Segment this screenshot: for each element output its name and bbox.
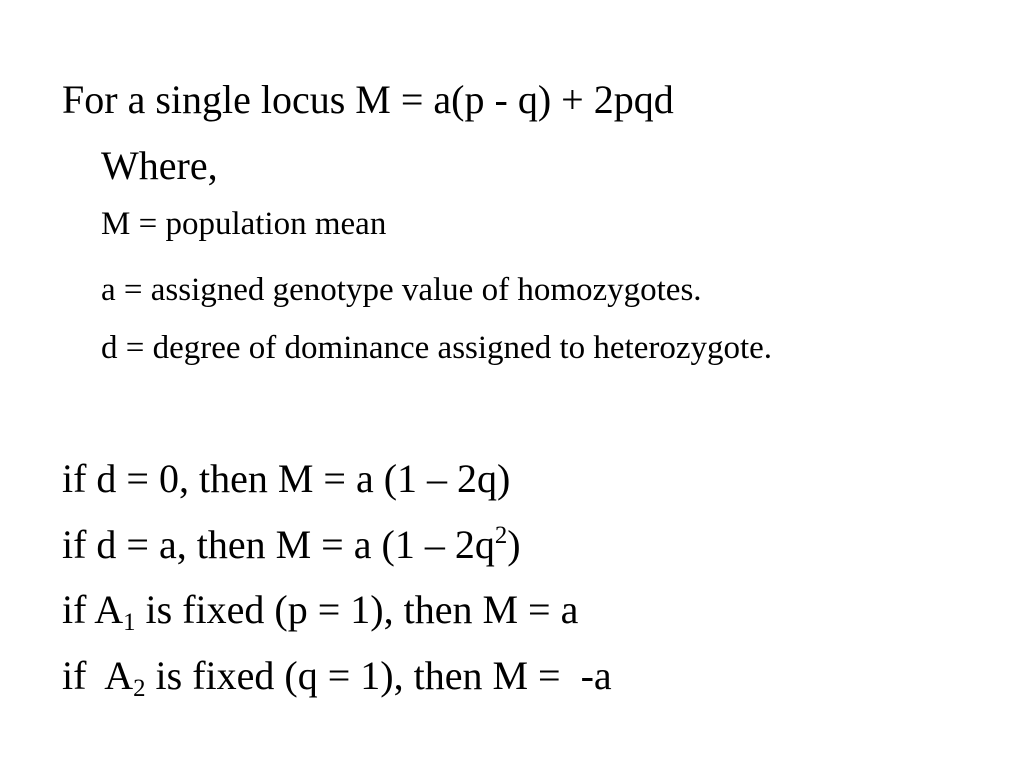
case-d-zero: if d = 0, then M = a (1 – 2q) xyxy=(62,456,511,501)
subscript-2: 2 xyxy=(133,674,146,702)
case-d-equals-a xyxy=(62,522,521,567)
case-a1-prefix: if A xyxy=(62,587,124,632)
case-a1-fixed xyxy=(62,587,579,636)
case-a2-prefix: if A xyxy=(62,653,134,698)
definition-d: d = degree of dominance assigned to heterozygote. xyxy=(101,330,773,366)
definition-m: M = population mean xyxy=(101,206,387,242)
formula-line: For a single locus M = a(p - q) + 2pqd xyxy=(62,77,674,122)
subscript-1: 1 xyxy=(123,608,136,636)
case-a2-rest: is fixed (q = 1), then M = -a xyxy=(145,653,612,698)
case-d-equals-a-text: if d = a, then M = a (1 – 2q xyxy=(62,522,495,567)
case-d-equals-a-close: ) xyxy=(507,522,521,567)
case-a2-fixed xyxy=(62,653,612,702)
case-a1-rest: is fixed (p = 1), then M = a xyxy=(135,587,579,632)
superscript-2: 2 xyxy=(494,522,508,550)
where-label: Where, xyxy=(101,143,218,188)
definition-a: a = assigned genotype value of homozygotes. xyxy=(101,272,702,308)
